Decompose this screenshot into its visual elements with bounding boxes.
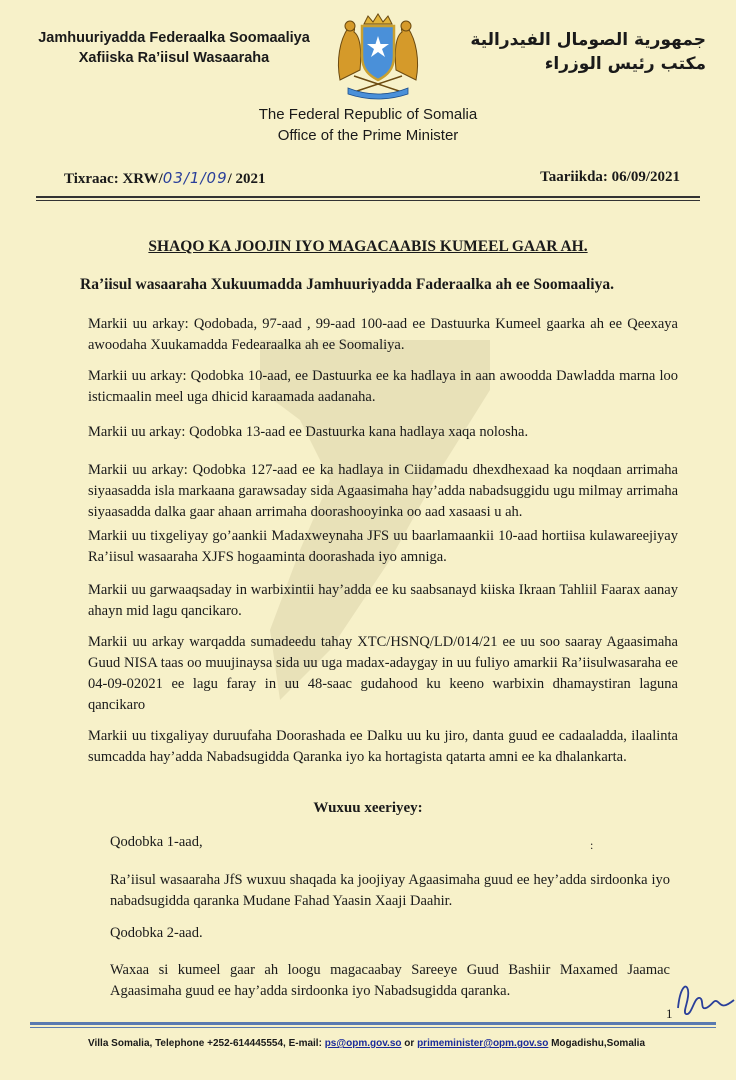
article-2-text: Waxaa si kumeel gaar ah loogu magacaabay Sareeye Guud Bashiir Maxamed Jaamac Agaasimaha guud ee hay’adda sirdoonka iyo Nabadsugidda qaranka. <box>110 962 670 999</box>
document-date: Taariikda: 06/09/2021 <box>540 169 680 185</box>
reference-number <box>64 169 266 188</box>
footer-email-ps-link[interactable]: ps@opm.gov.so <box>324 1038 402 1049</box>
header-divider-thin <box>36 200 700 201</box>
document-subtitle: Ra’iisul wasaaraha Xukuumadda Jamhuuriyadda Faderaalka ah ee Soomaaliya. <box>80 276 614 293</box>
footer-rule <box>30 1022 716 1025</box>
preamble-paragraph-3: Markii uu arkay: Qodobka 13-aad ee Dastuurka kana hadlaya xaqa nolosha. <box>88 424 529 440</box>
preamble-paragraph-7: Markii uu arkay warqadda sumadeedu tahay XTC/HSNQ/LD/014/21 ee uu soo saaray Agaasimaha Guud NISA taas oo muujinaysa sida uu uga madax-adaygay in uu fuliyo amarkii Ra’iisulwasaraha ee 04-09-02021 ee lagu faray in uu 48-saac gudahood ku keeno warbixin dhamaystiran laguna qancikaro <box>88 634 678 713</box>
header-english-office: Office of the Prime Minister <box>277 127 459 144</box>
reference-year: / 2021 <box>227 171 266 187</box>
reference-handwritten: 03/1/09 <box>162 169 228 187</box>
footer-email-pm-link[interactable]: primeminister@opm.gov.so <box>417 1038 549 1049</box>
reference-label: Tixraac: XRW/ <box>64 171 163 187</box>
header-divider <box>36 196 700 198</box>
preamble-paragraph-1: Markii uu arkay: Qodobada, 97-aad , 99-aad 100-aad ee Dastuurka Kumeel gaarka ah ee Qeexaya awoodaha Xuukamadda Fedearaalka ah ee Soomaliya. <box>88 316 678 353</box>
somali-header <box>34 28 314 68</box>
page-number: 1 <box>666 1006 673 1021</box>
english-header <box>0 104 736 146</box>
preamble-paragraph-2: Markii uu arkay: Qodobka 10-aad, ee Dastuurka ee ka hadlaya in aan awoodda Dawladda marna loo isticmaalin meel uga dhicid karaamada aadanaha. <box>88 368 678 405</box>
stray-mark: : <box>590 838 594 852</box>
article-1-heading: Qodobka 1-aad, <box>110 834 203 850</box>
footer-or: or <box>401 1038 418 1049</box>
preamble-paragraph-4: Markii uu arkay: Qodobka 127-aad ee ka hadlaya in Ciidamadu dhexdhexaad ka noqdaan arrimaha siyaasadda isla markaana garawsaday sida Agaasimaha hay’adda nabadsuggidu ugu milmay arrimaha siyaasadda dalka gaar ahaan arrimaha doorashooyinka oo aad xasaasi u ah. <box>88 462 678 520</box>
footer-city: Mogadishu,Somalia <box>548 1038 646 1049</box>
header-somali-republic: Jamhuuriyadda Federaalka Soomaaliya <box>38 30 310 46</box>
header-english-republic: The Federal Republic of Somalia <box>258 106 478 123</box>
preamble-paragraph-5: Markii uu tixgeliyay go’aankii Madaxweynaha JFS uu baarlamaankii 10-aad hortiisa kulawareejiyay Ra’iisul wasaaraha XJFS hogaaminta doorashada iyo amniga. <box>88 528 678 565</box>
article-1-text: Ra’iisul wasaaraha JfS wuxuu shaqada ka joojiyay Agaasimaha guud ee hey’adda sirdoonka iyo nabadsugidda qaranka Mudane Fahad Yaasin Xaaji Daahir. <box>110 872 670 909</box>
somalia-coat-of-arms-icon <box>330 10 426 100</box>
footer-contact <box>88 1038 645 1049</box>
arabic-header <box>466 28 706 76</box>
header-arabic-office: مكتب رئيس الوزراء <box>544 54 706 74</box>
footer-address: Villa Somalia, Telephone +252-614445554, E-mail: <box>88 1038 325 1049</box>
header-somali-office: Xafiiska Ra’iisul Wasaaraha <box>78 50 270 66</box>
preamble-paragraph-6: Markii uu garwaaqsaday in warbixintii hay’adda ee ku saabsanayd kiiska Ikraan Tahliil Faarax aanay ahayn mid lagu qancikaro. <box>88 582 678 619</box>
decision-heading: Wuxuu xeeriyey: <box>313 800 423 816</box>
preamble-paragraph-8: Markii uu tixgaliyay duruufaha Doorashada ee Dalku uu ku jiro, danta guud ee cadaaladda, ilaalinta sumcadda hay’adda Nabadsugidda Qaranka iyo ka hortagista qatarta amni ee ka dhalankarta. <box>88 728 678 765</box>
header-arabic-republic: جمهورية الصومال الفيدرالية <box>470 30 706 50</box>
signature-scribble-icon <box>672 978 736 1022</box>
article-2-heading: Qodobka 2-aad. <box>110 925 203 941</box>
document-title: SHAQO KA JOOJIN IYO MAGACAABIS KUMEEL GAAR AH. <box>148 238 588 255</box>
footer-rule-thin <box>30 1027 716 1028</box>
